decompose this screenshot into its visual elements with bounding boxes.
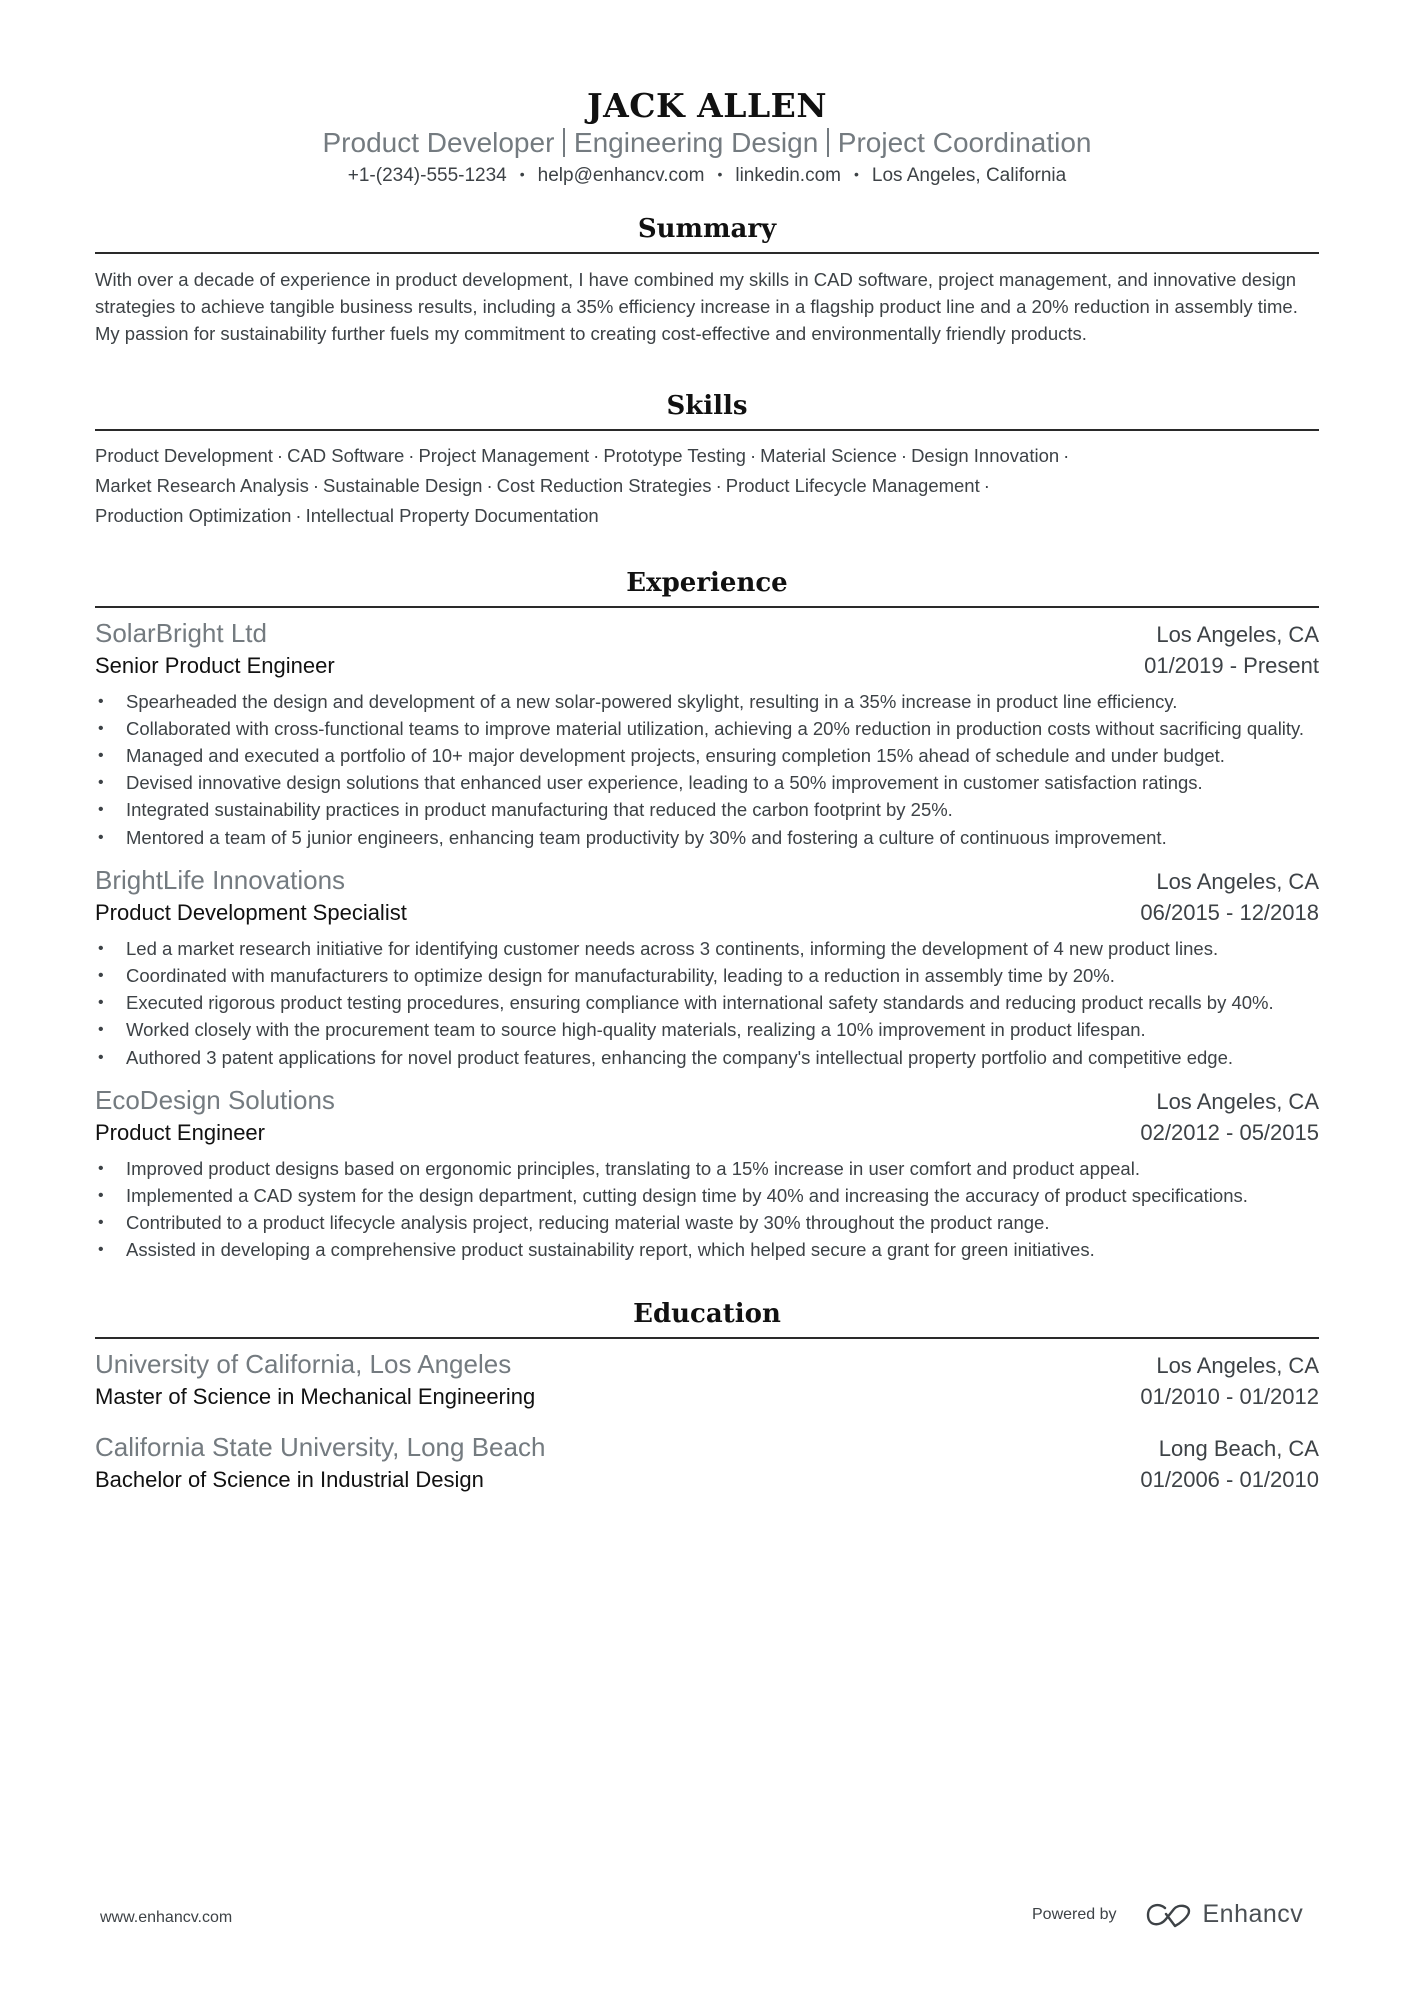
section-heading-education: Education [633,1298,781,1329]
achievement-item: • Integrated sustainability practices in product manufacturing that reduced the carbon footprint by 25%. [95,796,1319,823]
summary-section [95,213,1319,348]
skills-list [95,441,1319,531]
enhancv-logo-icon [1145,1902,1193,1928]
experience-entry [95,1083,1319,1264]
skill-item: Product Development [95,444,273,466]
skill-item: Design Innovation [911,444,1060,466]
skill-item: Sustainable Design [323,474,483,496]
section-heading-experience: Experience [626,567,788,598]
bullet-separator-icon: • [853,166,859,182]
bullet-icon: • [98,1048,104,1066]
skill-item: Product Lifecycle Management [725,474,980,496]
school-name: University of California, Los Angeles [95,1348,512,1379]
email-link[interactable]: help@enhancv.com [537,165,705,186]
bullet-icon: • [98,1241,104,1259]
section-divider [95,429,1319,431]
job-title: Product Engineer [95,1119,265,1145]
bullet-icon: • [98,994,104,1012]
bullet-icon: • [98,967,104,985]
section-divider [95,252,1319,254]
bullet-icon: • [98,1214,104,1232]
bullet-icon: • [98,1159,104,1177]
headline-titles [95,126,1319,160]
bullet-icon: • [98,692,104,710]
experience-section [95,567,1319,1264]
skills-section [95,390,1319,531]
title-divider [563,128,565,157]
skill-item: Intellectual Property Documentation [305,504,599,526]
experience-entry [95,863,1319,1071]
bullet-separator-icon: • [717,166,723,182]
education-section [95,1298,1319,1496]
headline-title: Product Developer [322,127,555,158]
linkedin-link[interactable]: linkedin.com [735,165,841,186]
achievement-item: • Worked closely with the procurement team to source high-quality materials, realizing a 10% improvement in product lifespan. [95,1016,1319,1043]
achievement-item: • Collaborated with cross-functional teams to improve material utilization, achieving a 20% reduction in production costs without sacrificing quality. [95,715,1319,742]
contact-info [95,162,1319,188]
degree: Bachelor of Science in Industrial Design [95,1466,484,1492]
degree: Master of Science in Mechanical Engineering [95,1383,536,1409]
school-name: California State University, Long Beach [95,1431,546,1462]
enhancv-brand-name: Enhancv [1202,1900,1304,1928]
achievement-item: • Assisted in developing a comprehensive product sustainability report, which helped secure a grant for green initiatives. [95,1236,1319,1263]
summary-text: With over a decade of experience in product development, I have combined my skills in CAD software, project management, and innovative design strategies to achieve tangible business results, including a 35% efficiency increase in a flagship product line and a 20% reduction in assembly time. My passion for sustainability further fuels my commitment to creating cost-effective and environmentally friendly products. [95,269,1298,345]
headline-title: Engineering Design [573,127,819,158]
footer-branding [1032,1900,1303,1929]
achievement-item: • Coordinated with manufacturers to optimize design for manufacturability, leading to a reduction in assembly time by 20%. [95,962,1319,989]
section-heading-summary: Summary [637,214,777,244]
bullet-icon: • [98,828,104,846]
bullet-icon: • [98,747,104,765]
achievement-item: • Executed rigorous product testing procedures, ensuring compliance with international safety standards and reducing product recalls by 40%. [95,989,1319,1016]
section-divider [95,606,1319,608]
resume-header [95,88,1319,188]
company-name: EcoDesign Solutions [95,1084,335,1115]
skill-item: CAD Software [287,444,405,466]
section-heading-skills: Skills [666,390,748,421]
achievement-list [95,1155,1319,1264]
bullet-icon: • [98,1021,104,1039]
job-dates: 06/2015 - 12/2018 [1140,899,1319,925]
bullet-icon: • [98,719,104,737]
job-title: Product Development Specialist [95,899,407,925]
skills-line: Product Development · CAD Software · Project Management · Prototype Testing · Material Science · Design Innovation · [95,444,1070,466]
bullet-icon: • [98,1187,104,1205]
job-dates: 02/2012 - 05/2015 [1140,1119,1319,1145]
company-name: BrightLife Innovations [95,864,346,895]
achievement-item: • Spearheaded the design and development of a new solar-powered skylight, resulting in a 35% increase in product line efficiency. [95,688,1319,715]
achievement-item: • Improved product designs based on ergonomic principles, translating to a 15% increase in user comfort and product appeal. [95,1155,1319,1182]
location: Los Angeles, California [871,165,1067,186]
school-location: Long Beach, CA [1158,1435,1319,1461]
candidate-name: JACK ALLEN [587,86,827,125]
achievement-item: • Devised innovative design solutions that enhanced user experience, leading to a 50% improvement in customer satisfaction ratings. [95,769,1319,796]
bullet-icon: • [98,801,104,819]
bullet-separator-icon: • [519,166,525,182]
skills-line: Market Research Analysis · Sustainable Design · Cost Reduction Strategies · Product Lifecycle Management · [95,474,990,496]
section-divider [95,1337,1319,1339]
education-entry [95,1430,1319,1496]
job-dates: 01/2019 - Present [1144,652,1319,678]
education-entry [95,1347,1319,1413]
skill-item: Material Science [760,444,897,466]
achievement-list [95,688,1319,851]
skill-item: Cost Reduction Strategies [496,474,712,496]
achievement-item: • Mentored a team of 5 junior engineers, enhancing team productivity by 30% and fostering a culture of continuous improvement. [95,824,1319,851]
skills-line: Production Optimization · Intellectual Property Documentation [95,504,599,526]
school-location: Los Angeles, CA [1156,1352,1319,1378]
title-divider [827,128,829,157]
achievement-item: • Authored 3 patent applications for novel product features, enhancing the company's intellectual property portfolio and competitive edge. [95,1044,1319,1071]
achievement-item: • Implemented a CAD system for the design department, cutting design time by 40% and increasing the accuracy of product specifications. [95,1182,1319,1209]
achievement-item: • Managed and executed a portfolio of 10+ major development projects, ensuring completion 15% ahead of schedule and under budget. [95,742,1319,769]
achievement-item: • Contributed to a product lifecycle analysis project, reducing material waste by 30% throughout the product range. [95,1209,1319,1236]
skill-item: Market Research Analysis [95,474,309,496]
skill-item: Prototype Testing [603,444,746,466]
job-location: Los Angeles, CA [1156,621,1319,647]
education-dates: 01/2010 - 01/2012 [1140,1383,1319,1409]
job-location: Los Angeles, CA [1156,868,1319,894]
footer-website-link[interactable]: www.enhancv.com [100,1909,233,1926]
phone-number: +1-(234)-555-1234 [347,165,507,186]
job-location: Los Angeles, CA [1156,1088,1319,1114]
skill-item: Project Management [418,444,590,466]
headline-title: Project Coordination [837,127,1092,158]
company-name: SolarBright Ltd [95,617,267,648]
achievement-item: • Led a market research initiative for identifying customer needs across 3 continents, informing the development of 4 new product lines. [95,935,1319,962]
job-title: Senior Product Engineer [95,652,335,678]
experience-entry [95,616,1319,851]
bullet-icon: • [98,939,104,957]
powered-by-label: Powered by [1032,1905,1117,1923]
achievement-list [95,935,1319,1071]
resume-page [95,0,1319,1496]
bullet-icon: • [98,774,104,792]
skill-item: Production Optimization [95,504,292,526]
education-dates: 01/2006 - 01/2010 [1140,1466,1319,1492]
